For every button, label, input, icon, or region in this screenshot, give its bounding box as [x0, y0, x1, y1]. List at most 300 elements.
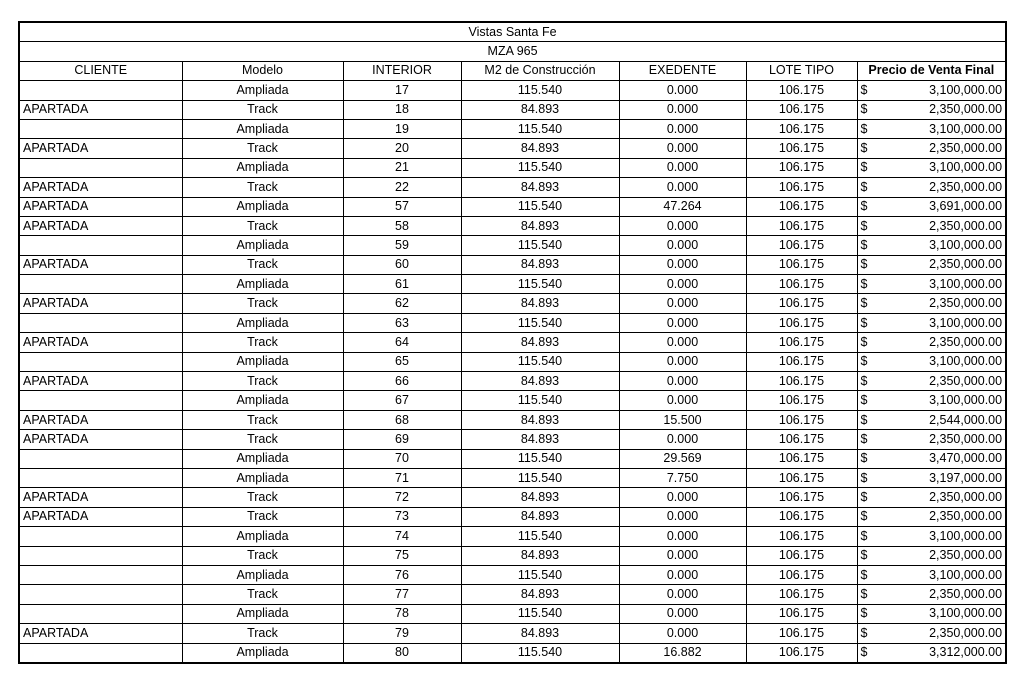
price-value: 2,350,000.00 [929, 490, 1003, 505]
m2-cell: 115.540 [461, 391, 619, 410]
modelo-cell: Track [182, 624, 343, 643]
interior-cell: 19 [343, 119, 461, 138]
m2-cell: 84.893 [461, 546, 619, 565]
precio-cell [857, 216, 1006, 235]
price-value: 2,350,000.00 [929, 334, 1003, 349]
price-value: 2,350,000.00 [929, 218, 1003, 233]
interior-cell: 80 [343, 643, 461, 663]
precio-cell [857, 372, 1006, 391]
precio-cell [857, 585, 1006, 604]
precio-cell [857, 507, 1006, 526]
lote-tipo-cell: 106.175 [746, 158, 857, 177]
precio-cell [857, 468, 1006, 487]
price-value: 2,350,000.00 [929, 102, 1003, 117]
exedente-cell: 0.000 [619, 604, 746, 623]
exedente-cell: 0.000 [619, 507, 746, 526]
precio-cell [857, 81, 1006, 100]
currency-symbol: $ [860, 354, 868, 369]
lote-tipo-cell: 106.175 [746, 643, 857, 663]
exedente-cell: 16.882 [619, 643, 746, 663]
m2-cell: 115.540 [461, 643, 619, 663]
currency-symbol: $ [860, 82, 868, 97]
currency-symbol: $ [860, 276, 868, 291]
header-modelo: Modelo [182, 61, 343, 80]
exedente-cell: 0.000 [619, 527, 746, 546]
currency-symbol: $ [860, 218, 868, 233]
modelo-cell: Track [182, 410, 343, 429]
price-value: 2,350,000.00 [929, 431, 1003, 446]
interior-cell: 79 [343, 624, 461, 643]
exedente-cell: 0.000 [619, 216, 746, 235]
precio-cell [857, 410, 1006, 429]
m2-cell: 84.893 [461, 294, 619, 313]
precio-cell [857, 352, 1006, 371]
m2-cell: 115.540 [461, 236, 619, 255]
precio-cell [857, 313, 1006, 332]
table-row [19, 372, 1006, 391]
cliente-cell [19, 546, 182, 565]
lote-tipo-cell: 106.175 [746, 565, 857, 584]
modelo-cell: Ampliada [182, 81, 343, 100]
precio-cell [857, 449, 1006, 468]
interior-cell: 71 [343, 468, 461, 487]
precio-cell [857, 255, 1006, 274]
cliente-cell [19, 158, 182, 177]
currency-symbol: $ [860, 567, 868, 582]
table-row [19, 410, 1006, 429]
exedente-cell: 0.000 [619, 255, 746, 274]
currency-symbol: $ [860, 528, 868, 543]
currency-symbol: $ [860, 548, 868, 563]
interior-cell: 21 [343, 158, 461, 177]
table-row [19, 119, 1006, 138]
cliente-cell: APARTADA [19, 100, 182, 119]
currency-symbol: $ [860, 296, 868, 311]
modelo-cell: Track [182, 139, 343, 158]
cliente-cell: APARTADA [19, 139, 182, 158]
interior-cell: 77 [343, 585, 461, 604]
table-row [19, 643, 1006, 663]
exedente-cell: 0.000 [619, 488, 746, 507]
table-row [19, 546, 1006, 565]
sheet-title: Vistas Santa Fe [19, 22, 1006, 42]
lote-tipo-cell: 106.175 [746, 178, 857, 197]
cliente-cell [19, 643, 182, 663]
modelo-cell: Ampliada [182, 604, 343, 623]
lote-tipo-cell: 106.175 [746, 197, 857, 216]
table-row [19, 236, 1006, 255]
cliente-cell: APARTADA [19, 216, 182, 235]
exedente-cell: 15.500 [619, 410, 746, 429]
m2-cell: 115.540 [461, 604, 619, 623]
cliente-cell: APARTADA [19, 178, 182, 197]
exedente-cell: 0.000 [619, 391, 746, 410]
modelo-cell: Track [182, 178, 343, 197]
currency-symbol: $ [860, 102, 868, 117]
table-row [19, 604, 1006, 623]
price-value: 2,350,000.00 [929, 509, 1003, 524]
price-value: 2,350,000.00 [929, 141, 1003, 156]
cliente-cell: APARTADA [19, 507, 182, 526]
cliente-cell: APARTADA [19, 430, 182, 449]
price-value: 3,100,000.00 [929, 160, 1003, 175]
cliente-cell [19, 604, 182, 623]
table-row [19, 585, 1006, 604]
lote-tipo-cell: 106.175 [746, 488, 857, 507]
interior-cell: 60 [343, 255, 461, 274]
lote-tipo-cell: 106.175 [746, 546, 857, 565]
precio-cell [857, 546, 1006, 565]
precio-cell [857, 391, 1006, 410]
table-row [19, 468, 1006, 487]
m2-cell: 84.893 [461, 333, 619, 352]
interior-cell: 62 [343, 294, 461, 313]
modelo-cell: Track [182, 507, 343, 526]
price-value: 3,470,000.00 [929, 451, 1003, 466]
price-value: 2,350,000.00 [929, 296, 1003, 311]
interior-cell: 64 [343, 333, 461, 352]
currency-symbol: $ [860, 587, 868, 602]
m2-cell: 115.540 [461, 197, 619, 216]
interior-cell: 65 [343, 352, 461, 371]
price-value: 3,100,000.00 [929, 393, 1003, 408]
precio-cell [857, 430, 1006, 449]
table-row [19, 216, 1006, 235]
interior-cell: 69 [343, 430, 461, 449]
cliente-cell [19, 585, 182, 604]
lote-tipo-cell: 106.175 [746, 275, 857, 294]
modelo-cell: Track [182, 100, 343, 119]
modelo-cell: Ampliada [182, 158, 343, 177]
table-row [19, 197, 1006, 216]
modelo-cell: Ampliada [182, 643, 343, 663]
table-row [19, 352, 1006, 371]
precio-cell [857, 624, 1006, 643]
currency-symbol: $ [860, 121, 868, 136]
price-value: 2,350,000.00 [929, 373, 1003, 388]
currency-symbol: $ [860, 160, 868, 175]
currency-symbol: $ [860, 509, 868, 524]
interior-cell: 57 [343, 197, 461, 216]
m2-cell: 84.893 [461, 624, 619, 643]
header-m2: M2 de Construcción [461, 61, 619, 80]
table-row [19, 565, 1006, 584]
table-row [19, 255, 1006, 274]
interior-cell: 75 [343, 546, 461, 565]
price-value: 3,100,000.00 [929, 354, 1003, 369]
exedente-cell: 0.000 [619, 178, 746, 197]
m2-cell: 84.893 [461, 178, 619, 197]
currency-symbol: $ [860, 451, 868, 466]
lote-tipo-cell: 106.175 [746, 507, 857, 526]
m2-cell: 84.893 [461, 255, 619, 274]
currency-symbol: $ [860, 606, 868, 621]
modelo-cell: Track [182, 294, 343, 313]
lote-tipo-cell: 106.175 [746, 410, 857, 429]
cliente-cell [19, 449, 182, 468]
lote-tipo-cell: 106.175 [746, 236, 857, 255]
exedente-cell: 47.264 [619, 197, 746, 216]
price-value: 3,100,000.00 [929, 606, 1003, 621]
modelo-cell: Track [182, 488, 343, 507]
exedente-cell: 0.000 [619, 119, 746, 138]
cliente-cell [19, 527, 182, 546]
table-row [19, 81, 1006, 100]
table-row [19, 430, 1006, 449]
m2-cell: 115.540 [461, 119, 619, 138]
price-value: 2,350,000.00 [929, 548, 1003, 563]
interior-cell: 66 [343, 372, 461, 391]
exedente-cell: 0.000 [619, 100, 746, 119]
table-row [19, 313, 1006, 332]
exedente-cell: 29.569 [619, 449, 746, 468]
price-value: 3,100,000.00 [929, 567, 1003, 582]
exedente-cell: 0.000 [619, 333, 746, 352]
m2-cell: 115.540 [461, 352, 619, 371]
modelo-cell: Ampliada [182, 352, 343, 371]
precio-cell [857, 139, 1006, 158]
table-row [19, 527, 1006, 546]
precio-cell [857, 275, 1006, 294]
precio-cell [857, 333, 1006, 352]
cliente-cell: APARTADA [19, 624, 182, 643]
currency-symbol: $ [860, 470, 868, 485]
lote-tipo-cell: 106.175 [746, 449, 857, 468]
lote-tipo-cell: 106.175 [746, 313, 857, 332]
header-lote-tipo: LOTE TIPO [746, 61, 857, 80]
exedente-cell: 0.000 [619, 158, 746, 177]
table-row [19, 158, 1006, 177]
precio-cell [857, 488, 1006, 507]
currency-symbol: $ [860, 431, 868, 446]
interior-cell: 70 [343, 449, 461, 468]
table-row [19, 624, 1006, 643]
interior-cell: 73 [343, 507, 461, 526]
cliente-cell: APARTADA [19, 488, 182, 507]
m2-cell: 115.540 [461, 313, 619, 332]
precio-cell [857, 643, 1006, 663]
interior-cell: 58 [343, 216, 461, 235]
table-row [19, 100, 1006, 119]
table-row [19, 488, 1006, 507]
sheet-subtitle: MZA 965 [19, 42, 1006, 61]
lote-tipo-cell: 106.175 [746, 430, 857, 449]
m2-cell: 115.540 [461, 275, 619, 294]
price-value: 3,197,000.00 [929, 470, 1003, 485]
m2-cell: 84.893 [461, 430, 619, 449]
m2-cell: 84.893 [461, 216, 619, 235]
interior-cell: 59 [343, 236, 461, 255]
lote-tipo-cell: 106.175 [746, 333, 857, 352]
price-value: 2,350,000.00 [929, 625, 1003, 640]
lote-tipo-cell: 106.175 [746, 527, 857, 546]
modelo-cell: Track [182, 546, 343, 565]
interior-cell: 22 [343, 178, 461, 197]
modelo-cell: Track [182, 333, 343, 352]
m2-cell: 115.540 [461, 565, 619, 584]
price-value: 2,350,000.00 [929, 257, 1003, 272]
cliente-cell [19, 313, 182, 332]
cliente-cell [19, 565, 182, 584]
interior-cell: 68 [343, 410, 461, 429]
modelo-cell: Ampliada [182, 468, 343, 487]
lote-tipo-cell: 106.175 [746, 604, 857, 623]
precio-cell [857, 197, 1006, 216]
exedente-cell: 7.750 [619, 468, 746, 487]
m2-cell: 84.893 [461, 410, 619, 429]
lote-tipo-cell: 106.175 [746, 372, 857, 391]
modelo-cell: Ampliada [182, 449, 343, 468]
exedente-cell: 0.000 [619, 313, 746, 332]
exedente-cell: 0.000 [619, 624, 746, 643]
cliente-cell [19, 275, 182, 294]
price-value: 3,100,000.00 [929, 315, 1003, 330]
exedente-cell: 0.000 [619, 81, 746, 100]
cliente-cell [19, 119, 182, 138]
m2-cell: 84.893 [461, 100, 619, 119]
price-value: 3,100,000.00 [929, 528, 1003, 543]
precio-cell [857, 565, 1006, 584]
interior-cell: 63 [343, 313, 461, 332]
interior-cell: 18 [343, 100, 461, 119]
cliente-cell: APARTADA [19, 372, 182, 391]
cliente-cell: APARTADA [19, 410, 182, 429]
exedente-cell: 0.000 [619, 585, 746, 604]
currency-symbol: $ [860, 237, 868, 252]
m2-cell: 115.540 [461, 81, 619, 100]
modelo-cell: Ampliada [182, 565, 343, 584]
lote-tipo-cell: 106.175 [746, 216, 857, 235]
exedente-cell: 0.000 [619, 275, 746, 294]
exedente-cell: 0.000 [619, 430, 746, 449]
header-row [19, 61, 1006, 80]
modelo-cell: Ampliada [182, 275, 343, 294]
precio-cell [857, 119, 1006, 138]
modelo-cell: Ampliada [182, 236, 343, 255]
lote-tipo-cell: 106.175 [746, 255, 857, 274]
m2-cell: 84.893 [461, 585, 619, 604]
m2-cell: 84.893 [461, 488, 619, 507]
currency-symbol: $ [860, 257, 868, 272]
table-row [19, 391, 1006, 410]
price-value: 2,350,000.00 [929, 587, 1003, 602]
lote-tipo-cell: 106.175 [746, 468, 857, 487]
header-exedente: EXEDENTE [619, 61, 746, 80]
interior-cell: 20 [343, 139, 461, 158]
interior-cell: 74 [343, 527, 461, 546]
modelo-cell: Ampliada [182, 527, 343, 546]
interior-cell: 78 [343, 604, 461, 623]
precio-cell [857, 527, 1006, 546]
currency-symbol: $ [860, 334, 868, 349]
table-row [19, 139, 1006, 158]
subtitle-row [19, 42, 1006, 61]
cliente-cell [19, 236, 182, 255]
modelo-cell: Ampliada [182, 313, 343, 332]
lote-tipo-cell: 106.175 [746, 585, 857, 604]
precio-cell [857, 100, 1006, 119]
cliente-cell [19, 81, 182, 100]
price-value: 2,544,000.00 [929, 412, 1003, 427]
cliente-cell: APARTADA [19, 255, 182, 274]
cliente-cell: APARTADA [19, 294, 182, 313]
currency-symbol: $ [860, 179, 868, 194]
lote-tipo-cell: 106.175 [746, 624, 857, 643]
cliente-cell [19, 391, 182, 410]
table-row [19, 275, 1006, 294]
m2-cell: 115.540 [461, 468, 619, 487]
currency-symbol: $ [860, 141, 868, 156]
m2-cell: 115.540 [461, 527, 619, 546]
interior-cell: 17 [343, 81, 461, 100]
table-row [19, 333, 1006, 352]
exedente-cell: 0.000 [619, 546, 746, 565]
header-interior: INTERIOR [343, 61, 461, 80]
modelo-cell: Track [182, 430, 343, 449]
m2-cell: 115.540 [461, 158, 619, 177]
lote-tipo-cell: 106.175 [746, 391, 857, 410]
currency-symbol: $ [860, 393, 868, 408]
precio-cell [857, 294, 1006, 313]
exedente-cell: 0.000 [619, 294, 746, 313]
table-row [19, 507, 1006, 526]
price-value: 3,100,000.00 [929, 82, 1003, 97]
currency-symbol: $ [860, 199, 868, 214]
table-row [19, 294, 1006, 313]
modelo-cell: Track [182, 372, 343, 391]
lote-tipo-cell: 106.175 [746, 294, 857, 313]
price-value: 3,312,000.00 [929, 645, 1003, 660]
lote-tipo-cell: 106.175 [746, 81, 857, 100]
table-row [19, 178, 1006, 197]
table-row [19, 449, 1006, 468]
cliente-cell [19, 352, 182, 371]
header-precio: Precio de Venta Final [857, 61, 1006, 80]
exedente-cell: 0.000 [619, 372, 746, 391]
interior-cell: 72 [343, 488, 461, 507]
exedente-cell: 0.000 [619, 565, 746, 584]
price-table [18, 21, 1007, 664]
exedente-cell: 0.000 [619, 139, 746, 158]
price-value: 3,691,000.00 [929, 199, 1003, 214]
price-value: 2,350,000.00 [929, 179, 1003, 194]
precio-cell [857, 236, 1006, 255]
modelo-cell: Track [182, 216, 343, 235]
interior-cell: 61 [343, 275, 461, 294]
cliente-cell: APARTADA [19, 333, 182, 352]
currency-symbol: $ [860, 315, 868, 330]
exedente-cell: 0.000 [619, 352, 746, 371]
modelo-cell: Track [182, 255, 343, 274]
exedente-cell: 0.000 [619, 236, 746, 255]
cliente-cell: APARTADA [19, 197, 182, 216]
header-cliente: CLIENTE [19, 61, 182, 80]
m2-cell: 84.893 [461, 507, 619, 526]
cliente-cell [19, 468, 182, 487]
price-value: 3,100,000.00 [929, 276, 1003, 291]
precio-cell [857, 178, 1006, 197]
lote-tipo-cell: 106.175 [746, 139, 857, 158]
lote-tipo-cell: 106.175 [746, 100, 857, 119]
modelo-cell: Track [182, 585, 343, 604]
m2-cell: 84.893 [461, 139, 619, 158]
currency-symbol: $ [860, 412, 868, 427]
modelo-cell: Ampliada [182, 119, 343, 138]
lote-tipo-cell: 106.175 [746, 119, 857, 138]
m2-cell: 115.540 [461, 449, 619, 468]
precio-cell [857, 158, 1006, 177]
interior-cell: 76 [343, 565, 461, 584]
